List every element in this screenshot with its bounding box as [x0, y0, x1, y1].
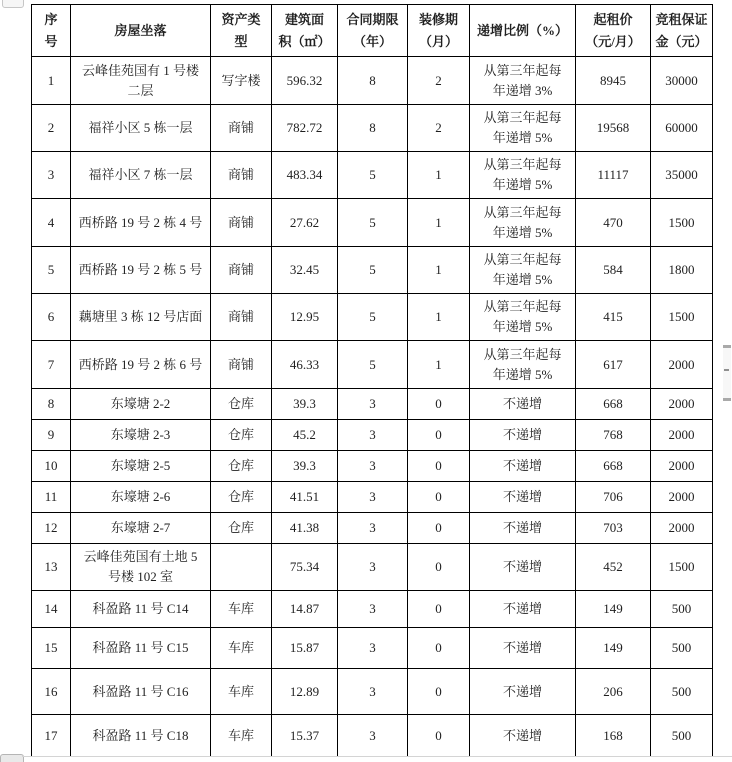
rental-listing-table — [31, 4, 713, 757]
cell-area: 75.34 — [272, 544, 338, 591]
vertical-scrollbar-thumb[interactable] — [723, 345, 731, 401]
cell-rent: 11117 — [576, 152, 651, 199]
table-row — [32, 389, 713, 420]
cell-no: 16 — [32, 669, 71, 715]
cell-renovation: 1 — [408, 341, 470, 389]
cell-renovation: 0 — [408, 715, 470, 757]
cell-increase: 不递增 — [470, 628, 576, 669]
cell-area: 46.33 — [272, 341, 338, 389]
cell-renovation: 1 — [408, 152, 470, 199]
scroll-tab-bottom[interactable] — [0, 754, 24, 762]
cell-rent: 703 — [576, 513, 651, 544]
cell-deposit: 2000 — [651, 482, 713, 513]
cell-area: 15.37 — [272, 715, 338, 757]
cell-deposit: 1800 — [651, 247, 713, 294]
cell-renovation: 1 — [408, 247, 470, 294]
cell-type: 写字楼 — [211, 57, 272, 105]
cell-term: 5 — [338, 199, 408, 247]
cell-term: 8 — [338, 57, 408, 105]
cell-location: 东壕塘 2-5 — [71, 451, 211, 482]
cell-renovation: 0 — [408, 451, 470, 482]
cell-type: 仓库 — [211, 451, 272, 482]
cell-area: 782.72 — [272, 105, 338, 152]
cell-type: 车库 — [211, 591, 272, 628]
cell-rent: 706 — [576, 482, 651, 513]
cell-location: 藕塘里 3 栋 12 号店面 — [71, 294, 211, 341]
cell-location: 福祥小区 5 栋一层 — [71, 105, 211, 152]
cell-deposit: 60000 — [651, 105, 713, 152]
scrollbar-grip-icon — [724, 369, 729, 371]
cell-area: 14.87 — [272, 591, 338, 628]
table-row — [32, 513, 713, 544]
table-header-row — [32, 5, 713, 57]
cell-renovation: 2 — [408, 57, 470, 105]
table-row — [32, 451, 713, 482]
cell-area: 15.87 — [272, 628, 338, 669]
cell-renovation: 0 — [408, 513, 470, 544]
cell-deposit: 1500 — [651, 544, 713, 591]
cell-deposit: 35000 — [651, 152, 713, 199]
cell-increase: 从第三年起每 年递增 5% — [470, 247, 576, 294]
table-row — [32, 199, 713, 247]
cell-deposit: 30000 — [651, 57, 713, 105]
cell-increase: 从第三年起每 年递增 5% — [470, 294, 576, 341]
cell-deposit: 2000 — [651, 420, 713, 451]
header-cell-no: 序 号 — [32, 5, 71, 57]
cell-deposit: 500 — [651, 591, 713, 628]
cell-type: 商铺 — [211, 199, 272, 247]
table-row — [32, 105, 713, 152]
cell-no: 5 — [32, 247, 71, 294]
cell-increase: 从第三年起每 年递增 5% — [470, 341, 576, 389]
cell-deposit: 500 — [651, 669, 713, 715]
table-row — [32, 669, 713, 715]
table-row — [32, 247, 713, 294]
cell-renovation: 0 — [408, 420, 470, 451]
table-row — [32, 294, 713, 341]
cell-increase: 从第三年起每 年递增 5% — [470, 199, 576, 247]
cell-area: 32.45 — [272, 247, 338, 294]
cell-no: 14 — [32, 591, 71, 628]
cell-term: 3 — [338, 482, 408, 513]
cell-rent: 19568 — [576, 105, 651, 152]
cell-type: 仓库 — [211, 513, 272, 544]
cell-area: 45.2 — [272, 420, 338, 451]
cell-rent: 470 — [576, 199, 651, 247]
cell-rent: 584 — [576, 247, 651, 294]
header-cell-area: 建筑面 积（㎡） — [272, 5, 338, 57]
cell-term: 3 — [338, 513, 408, 544]
cell-term: 5 — [338, 294, 408, 341]
cell-no: 4 — [32, 199, 71, 247]
cell-rent: 617 — [576, 341, 651, 389]
cell-rent: 668 — [576, 451, 651, 482]
cell-rent: 149 — [576, 591, 651, 628]
cell-rent: 8945 — [576, 57, 651, 105]
cell-increase: 不递增 — [470, 513, 576, 544]
cell-increase: 不递增 — [470, 669, 576, 715]
cell-no: 1 — [32, 57, 71, 105]
cell-deposit: 1500 — [651, 199, 713, 247]
cell-term: 5 — [338, 247, 408, 294]
cell-increase: 从第三年起每 年递增 5% — [470, 105, 576, 152]
cell-location: 云峰佳苑国有 1 号楼二层 — [71, 57, 211, 105]
cell-deposit: 1500 — [651, 294, 713, 341]
cell-increase: 不递增 — [470, 482, 576, 513]
cell-no: 11 — [32, 482, 71, 513]
cell-rent: 168 — [576, 715, 651, 757]
cell-type: 商铺 — [211, 294, 272, 341]
cell-location: 东壕塘 2-2 — [71, 389, 211, 420]
cell-no: 12 — [32, 513, 71, 544]
content-bottom-edge — [22, 756, 732, 757]
cell-renovation: 0 — [408, 482, 470, 513]
cell-rent: 415 — [576, 294, 651, 341]
cell-location: 西桥路 19 号 2 栋 5 号 — [71, 247, 211, 294]
header-cell-deposit: 竞租保证 金（元） — [651, 5, 713, 57]
cell-renovation: 0 — [408, 591, 470, 628]
table-row — [32, 628, 713, 669]
cell-type — [211, 544, 272, 591]
cell-type: 商铺 — [211, 247, 272, 294]
cell-area: 12.95 — [272, 294, 338, 341]
cell-deposit: 2000 — [651, 513, 713, 544]
cell-renovation: 1 — [408, 199, 470, 247]
cell-no: 7 — [32, 341, 71, 389]
header-cell-renovation: 装修期 （月） — [408, 5, 470, 57]
cell-location: 东壕塘 2-6 — [71, 482, 211, 513]
cell-term: 3 — [338, 715, 408, 757]
cell-location: 西桥路 19 号 2 栋 6 号 — [71, 341, 211, 389]
cell-location: 西桥路 19 号 2 栋 4 号 — [71, 199, 211, 247]
header-cell-increase: 递增比例（%） — [470, 5, 576, 57]
header-cell-type: 资产类 型 — [211, 5, 272, 57]
cell-increase: 不递增 — [470, 420, 576, 451]
table-row — [32, 57, 713, 105]
scroll-tab-top[interactable] — [2, 0, 24, 8]
cell-type: 仓库 — [211, 420, 272, 451]
cell-no: 8 — [32, 389, 71, 420]
cell-term: 3 — [338, 389, 408, 420]
cell-increase: 不递增 — [470, 544, 576, 591]
cell-no: 17 — [32, 715, 71, 757]
cell-no: 9 — [32, 420, 71, 451]
table-row — [32, 482, 713, 513]
cell-area: 27.62 — [272, 199, 338, 247]
cell-location: 科盈路 11 号 C14 — [71, 591, 211, 628]
cell-renovation: 0 — [408, 669, 470, 715]
cell-renovation: 0 — [408, 628, 470, 669]
cell-type: 商铺 — [211, 152, 272, 199]
cell-increase: 不递增 — [470, 389, 576, 420]
cell-location: 东壕塘 2-3 — [71, 420, 211, 451]
cell-type: 仓库 — [211, 482, 272, 513]
cell-deposit: 2000 — [651, 389, 713, 420]
cell-area: 12.89 — [272, 669, 338, 715]
table-row — [32, 420, 713, 451]
table-row — [32, 341, 713, 389]
table-row — [32, 152, 713, 199]
cell-location: 东壕塘 2-7 — [71, 513, 211, 544]
cell-rent: 452 — [576, 544, 651, 591]
cell-area: 41.51 — [272, 482, 338, 513]
cell-no: 13 — [32, 544, 71, 591]
cell-location: 科盈路 11 号 C18 — [71, 715, 211, 757]
cell-location: 科盈路 11 号 C16 — [71, 669, 211, 715]
cell-no: 10 — [32, 451, 71, 482]
cell-no: 2 — [32, 105, 71, 152]
cell-area: 39.3 — [272, 451, 338, 482]
cell-increase: 不递增 — [470, 591, 576, 628]
cell-no: 6 — [32, 294, 71, 341]
cell-term: 8 — [338, 105, 408, 152]
cell-term: 3 — [338, 544, 408, 591]
cell-renovation: 2 — [408, 105, 470, 152]
cell-type: 仓库 — [211, 389, 272, 420]
cell-type: 商铺 — [211, 341, 272, 389]
cell-term: 3 — [338, 420, 408, 451]
cell-location: 云峰佳苑国有土地 5 号楼 102 室 — [71, 544, 211, 591]
cell-term: 3 — [338, 669, 408, 715]
cell-location: 福祥小区 7 栋一层 — [71, 152, 211, 199]
cell-type: 车库 — [211, 669, 272, 715]
cell-type: 车库 — [211, 628, 272, 669]
cell-type: 车库 — [211, 715, 272, 757]
cell-rent: 206 — [576, 669, 651, 715]
cell-deposit: 2000 — [651, 341, 713, 389]
cell-type: 商铺 — [211, 105, 272, 152]
cell-rent: 768 — [576, 420, 651, 451]
cell-increase: 不递增 — [470, 715, 576, 757]
table-row — [32, 715, 713, 757]
cell-area: 596.32 — [272, 57, 338, 105]
cell-area: 483.34 — [272, 152, 338, 199]
table-row — [32, 591, 713, 628]
header-cell-location: 房屋坐落 — [71, 5, 211, 57]
cell-increase: 从第三年起每 年递增 3% — [470, 57, 576, 105]
header-cell-rent: 起租价 （元/月） — [576, 5, 651, 57]
cell-deposit: 500 — [651, 628, 713, 669]
cell-term: 5 — [338, 341, 408, 389]
cell-deposit: 500 — [651, 715, 713, 757]
cell-term: 3 — [338, 451, 408, 482]
cell-term: 3 — [338, 628, 408, 669]
table-row — [32, 544, 713, 591]
cell-increase: 从第三年起每 年递增 5% — [470, 152, 576, 199]
cell-renovation: 1 — [408, 294, 470, 341]
cell-deposit: 2000 — [651, 451, 713, 482]
header-cell-term: 合同期限 （年） — [338, 5, 408, 57]
cell-term: 3 — [338, 591, 408, 628]
cell-location: 科盈路 11 号 C15 — [71, 628, 211, 669]
cell-no: 3 — [32, 152, 71, 199]
cell-increase: 不递增 — [470, 451, 576, 482]
cell-renovation: 0 — [408, 544, 470, 591]
cell-term: 5 — [338, 152, 408, 199]
cell-no: 15 — [32, 628, 71, 669]
cell-renovation: 0 — [408, 389, 470, 420]
cell-rent: 149 — [576, 628, 651, 669]
cell-rent: 668 — [576, 389, 651, 420]
cell-area: 41.38 — [272, 513, 338, 544]
cell-area: 39.3 — [272, 389, 338, 420]
